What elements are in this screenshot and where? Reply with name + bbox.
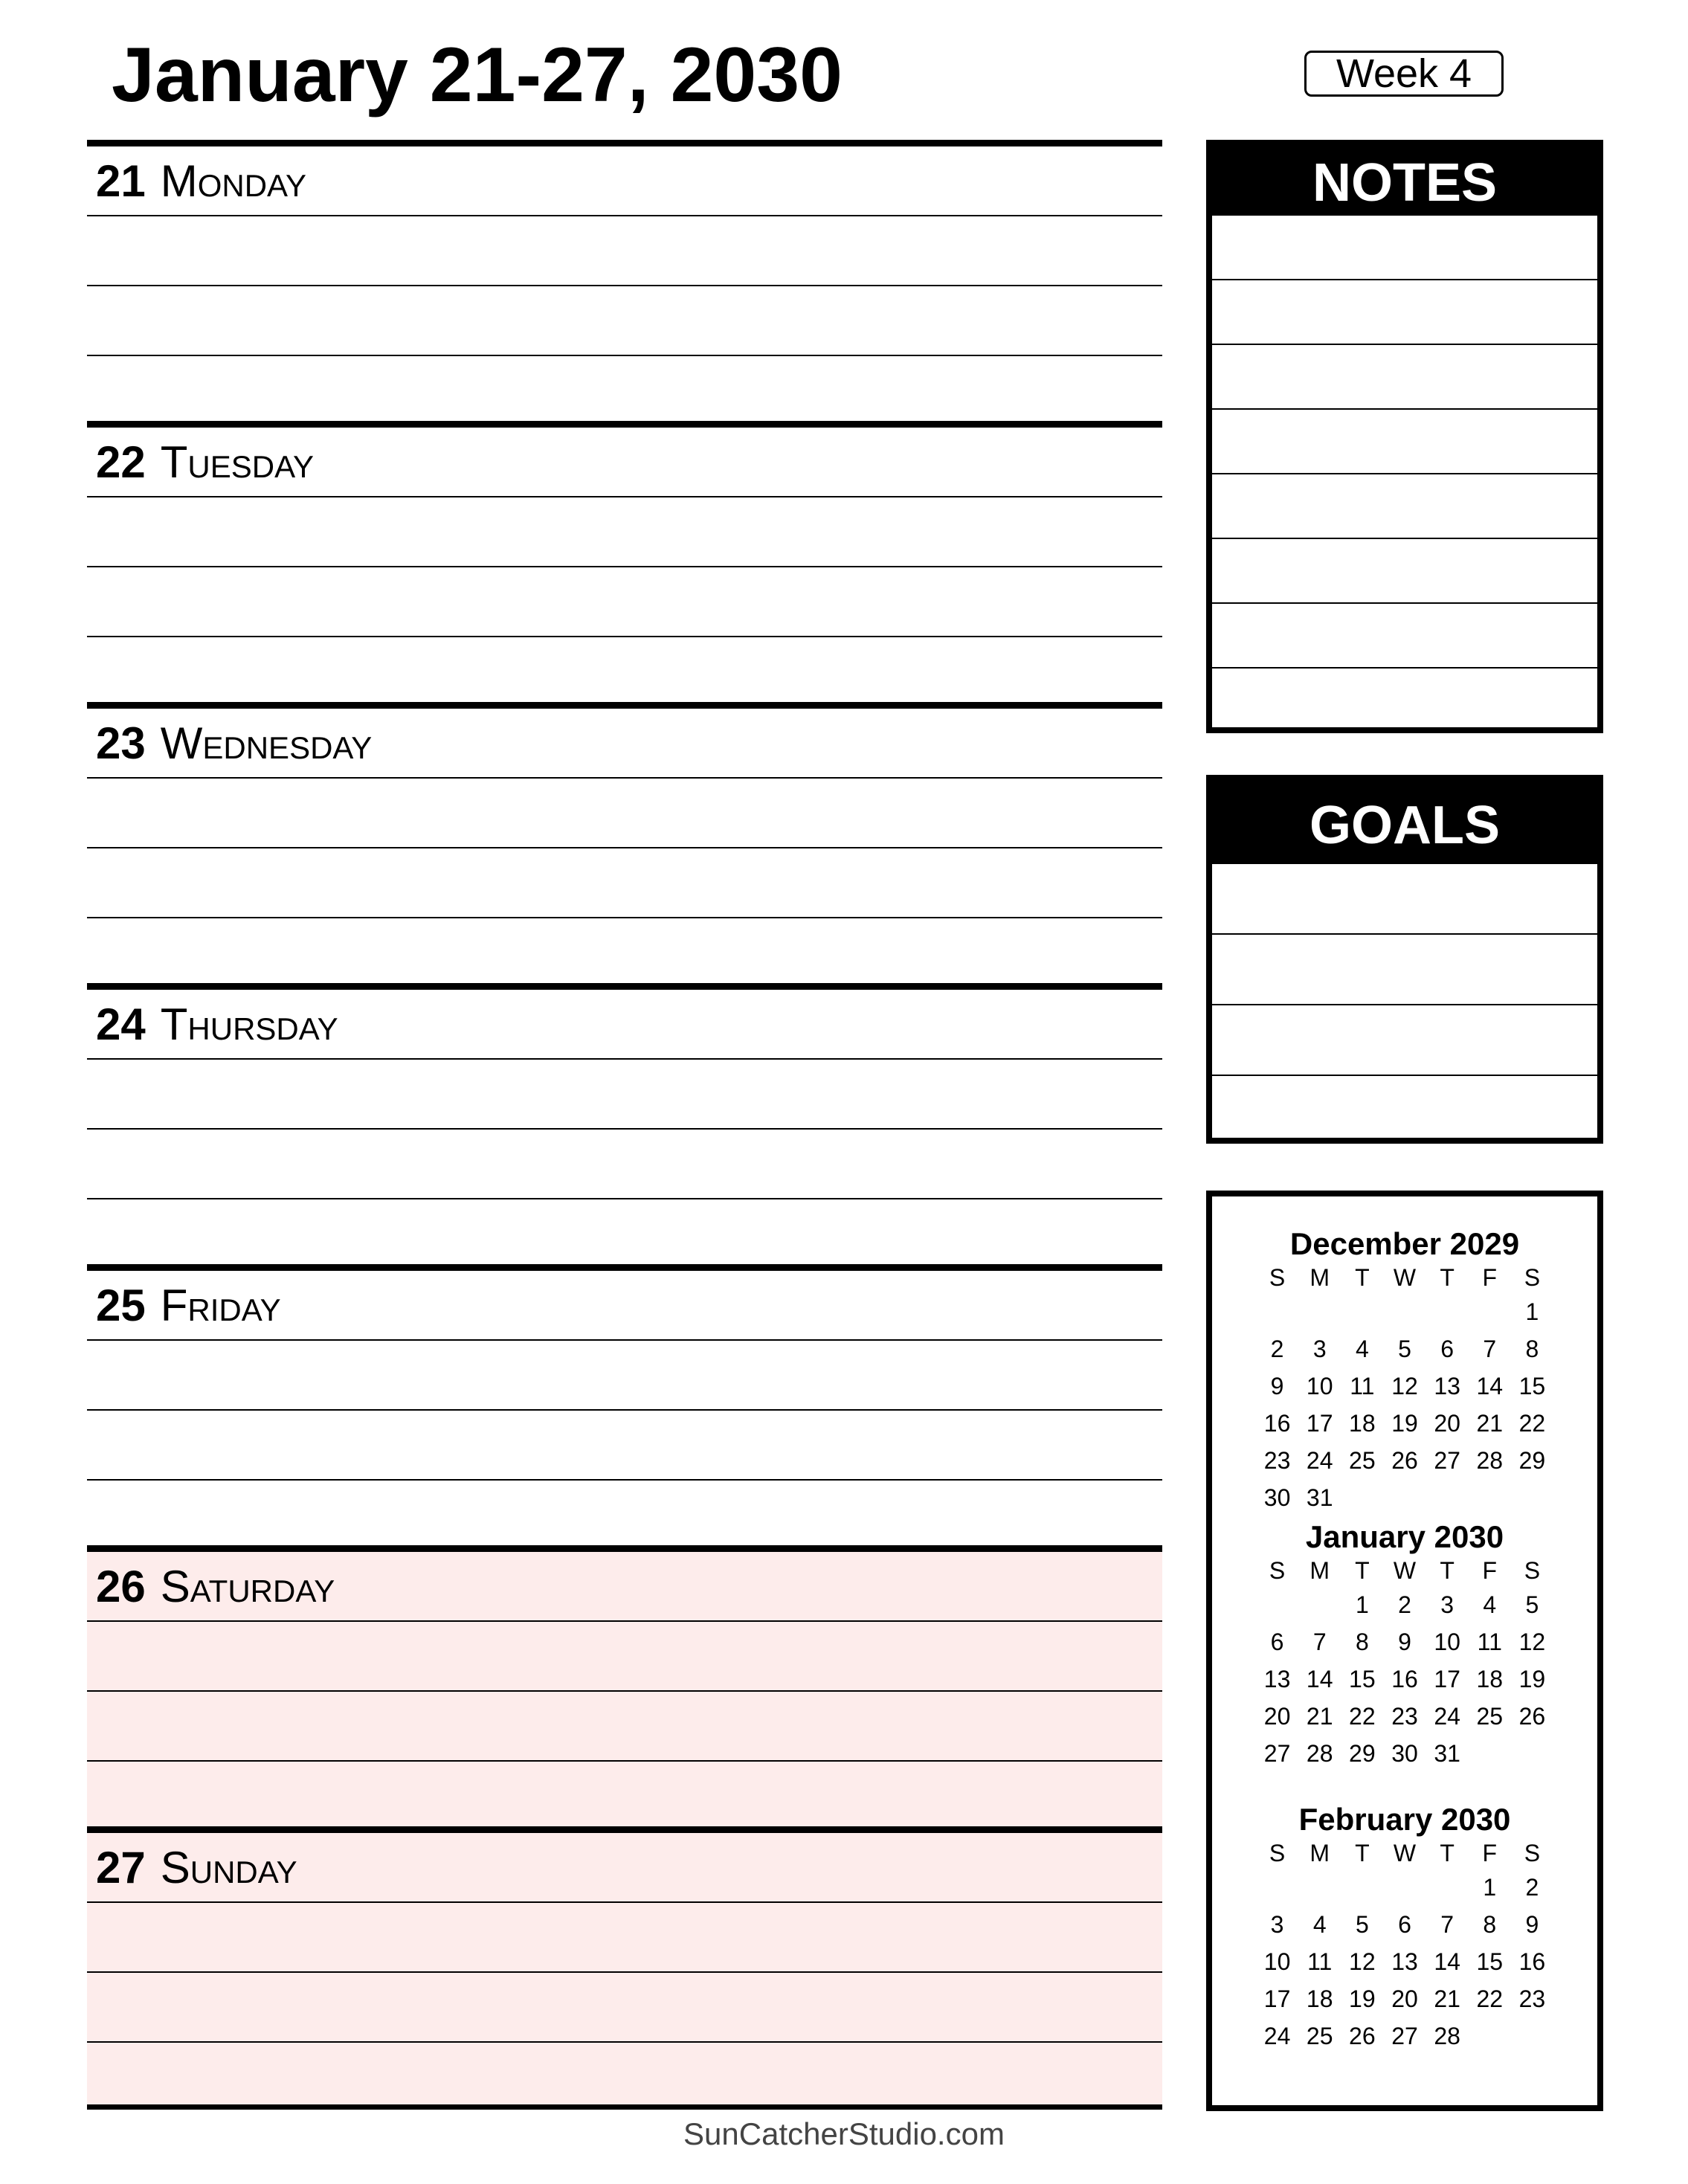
day-number: 27 (96, 1842, 146, 1893)
day-section (87, 1264, 1162, 1545)
day-header (87, 428, 1162, 497)
writing-line[interactable] (87, 497, 1162, 567)
calendar-day[interactable]: 20 (1391, 1985, 1418, 2012)
writing-line[interactable] (87, 848, 1162, 918)
weekday-label: F (1482, 1557, 1498, 1584)
writing-line[interactable] (87, 1692, 1162, 1762)
calendar-day (1341, 1293, 1383, 1330)
calendar-day[interactable]: 22 (1349, 1703, 1376, 1730)
day-number: 26 (96, 1561, 146, 1611)
mini-calendar-title: December 2029 (1289, 1226, 1520, 1261)
mini-calendar-title: February 2030 (1298, 1802, 1511, 1837)
calendar-day[interactable]: 25 (1349, 1447, 1376, 1474)
calendar-day[interactable]: 2 (1270, 1336, 1284, 1362)
day-header (87, 1833, 1162, 1903)
calendar-day[interactable]: 6 (1270, 1629, 1284, 1655)
calendar-day[interactable]: 4 (1483, 1591, 1497, 1618)
weekday-label: T (1440, 1557, 1455, 1584)
calendar-day[interactable]: 5 (1398, 1336, 1411, 1362)
weekday-label: M (1310, 1840, 1330, 1866)
day-header (87, 1271, 1162, 1341)
calendar-day[interactable]: 16 (1391, 1666, 1418, 1692)
calendar-day[interactable]: 10 (1263, 1948, 1291, 1975)
notes-heading: NOTES (1212, 146, 1597, 216)
calendar-day[interactable]: 21 (1476, 1410, 1504, 1437)
weekday-label: T (1355, 1264, 1370, 1291)
calendar-day[interactable]: 7 (1440, 1911, 1455, 1938)
mini-calendar (1256, 1802, 1553, 2055)
day-header (87, 1552, 1162, 1622)
weekday-label: S (1269, 1557, 1286, 1584)
writing-line[interactable] (87, 2043, 1162, 2113)
notes-line[interactable] (1212, 345, 1597, 410)
calendar-day[interactable]: 27 (1434, 1447, 1460, 1474)
calendar-day[interactable]: 1 (1525, 1298, 1539, 1325)
writing-line[interactable] (87, 356, 1162, 427)
writing-line[interactable] (87, 1903, 1162, 1973)
calendar-day (1256, 1869, 1298, 1906)
calendar-day (1383, 1479, 1426, 1516)
day-section (87, 983, 1162, 1264)
weekday-label: S (1524, 1264, 1541, 1291)
calendar-day[interactable]: 13 (1263, 1666, 1291, 1692)
writing-line[interactable] (87, 567, 1162, 637)
notes-line[interactable] (1212, 216, 1597, 280)
calendar-day[interactable]: 17 (1306, 1410, 1333, 1437)
day-header (87, 990, 1162, 1060)
notes-line[interactable] (1212, 669, 1597, 733)
calendar-day[interactable]: 9 (1270, 1373, 1284, 1399)
calendar-day (1426, 1293, 1469, 1330)
calendar-day[interactable]: 23 (1391, 1703, 1418, 1730)
writing-line[interactable] (87, 1973, 1162, 2043)
calendar-day[interactable]: 17 (1434, 1666, 1460, 1692)
writing-line[interactable] (87, 286, 1162, 356)
calendar-day[interactable]: 24 (1263, 2023, 1291, 2049)
day-name: Tuesday (160, 437, 314, 487)
mini-calendar-grid (1256, 1262, 1553, 1516)
day-number: 24 (96, 999, 146, 1049)
weekday-label: S (1269, 1264, 1286, 1291)
weekday-label: F (1482, 1840, 1498, 1866)
writing-line[interactable] (87, 637, 1162, 708)
calendar-day[interactable]: 14 (1434, 1948, 1460, 1975)
calendar-day (1256, 1293, 1298, 1330)
calendar-day[interactable]: 23 (1518, 1985, 1546, 2012)
calendar-day[interactable]: 24 (1434, 1703, 1460, 1730)
calendar-day[interactable]: 21 (1306, 1703, 1333, 1730)
weekday-label: W (1393, 1840, 1417, 1866)
calendar-day[interactable]: 28 (1434, 2023, 1460, 2049)
day-number: 25 (96, 1280, 146, 1330)
day-name: Wednesday (160, 718, 373, 768)
calendar-day (1298, 1586, 1341, 1623)
calendar-day (1426, 1479, 1469, 1516)
day-number: 21 (96, 155, 146, 206)
calendar-day[interactable]: 29 (1518, 1447, 1546, 1474)
calendar-day[interactable]: 27 (1391, 2023, 1418, 2049)
weekday-label: W (1393, 1557, 1417, 1584)
calendar-day (1426, 1869, 1469, 1906)
calendar-day[interactable]: 31 (1434, 1740, 1460, 1767)
calendar-day[interactable]: 23 (1263, 1447, 1291, 1474)
calendar-day[interactable]: 8 (1525, 1336, 1539, 1362)
calendar-day[interactable]: 11 (1350, 1373, 1375, 1399)
notes-line[interactable] (1212, 280, 1597, 345)
writing-line[interactable] (87, 1762, 1162, 1832)
calendar-day[interactable]: 2 (1525, 1874, 1539, 1901)
calendar-day[interactable]: 8 (1483, 1911, 1497, 1938)
goals-line[interactable] (1212, 1005, 1597, 1076)
mini-calendars (1206, 1191, 1603, 2111)
calendar-day[interactable]: 28 (1476, 1447, 1504, 1474)
calendar-day[interactable]: 4 (1312, 1911, 1327, 1938)
calendar-day[interactable]: 21 (1434, 1985, 1460, 2012)
day-section (87, 140, 1162, 421)
goals-line[interactable] (1212, 935, 1597, 1005)
calendar-day (1298, 1293, 1341, 1330)
calendar-day[interactable]: 10 (1434, 1629, 1460, 1655)
calendar-day[interactable]: 7 (1483, 1336, 1497, 1362)
calendar-day[interactable]: 13 (1434, 1373, 1460, 1399)
day-header (87, 146, 1162, 216)
calendar-day[interactable]: 11 (1477, 1629, 1502, 1655)
calendar-day[interactable]: 18 (1306, 1985, 1333, 2012)
day-name: Saturday (160, 1561, 335, 1611)
calendar-day[interactable]: 7 (1312, 1629, 1327, 1655)
calendar-day[interactable]: 6 (1398, 1911, 1411, 1938)
weekday-label: F (1482, 1264, 1498, 1291)
calendar-day[interactable]: 26 (1518, 1703, 1546, 1730)
calendar-day (1469, 2017, 1511, 2055)
calendar-day[interactable]: 1 (1483, 1874, 1497, 1901)
writing-line[interactable] (87, 1622, 1162, 1692)
day-name: Friday (160, 1280, 281, 1330)
calendar-day (1298, 1869, 1341, 1906)
mini-calendar-title: January 2030 (1305, 1519, 1504, 1554)
day-number: 23 (96, 718, 146, 768)
calendar-day[interactable]: 22 (1476, 1985, 1504, 2012)
calendar-day[interactable]: 18 (1476, 1666, 1504, 1692)
calendar-day[interactable]: 19 (1349, 1985, 1376, 2012)
calendar-day (1469, 1293, 1511, 1330)
calendar-day (1383, 1869, 1426, 1906)
footer-credit: SunCatcherStudio.com (683, 2116, 1005, 2151)
calendar-day (1511, 1479, 1553, 1516)
calendar-day (1511, 1735, 1553, 1772)
calendar-day[interactable]: 28 (1306, 1740, 1333, 1767)
weekday-label: S (1269, 1840, 1286, 1866)
goals-heading: GOALS (1212, 781, 1597, 864)
calendar-day[interactable]: 3 (1440, 1591, 1455, 1618)
calendar-day[interactable]: 31 (1306, 1484, 1333, 1511)
calendar-day[interactable]: 3 (1312, 1336, 1327, 1362)
calendar-day[interactable]: 29 (1349, 1740, 1376, 1767)
weekday-label: M (1310, 1557, 1330, 1584)
weekday-label: T (1440, 1264, 1455, 1291)
notes-line[interactable] (1212, 410, 1597, 474)
calendar-day[interactable]: 20 (1263, 1703, 1291, 1730)
calendar-day[interactable]: 26 (1349, 2023, 1376, 2049)
calendar-day[interactable]: 15 (1476, 1948, 1504, 1975)
calendar-day[interactable]: 30 (1263, 1484, 1291, 1511)
calendar-day[interactable]: 14 (1306, 1666, 1333, 1692)
day-section (87, 1545, 1162, 1826)
day-name: Monday (160, 155, 306, 206)
day-name: Thursday (160, 999, 338, 1049)
calendar-day[interactable]: 12 (1518, 1629, 1546, 1655)
calendar-day[interactable]: 5 (1525, 1591, 1539, 1618)
calendar-day[interactable]: 13 (1391, 1948, 1418, 1975)
calendar-day[interactable]: 8 (1355, 1629, 1369, 1655)
calendar-day[interactable]: 15 (1349, 1666, 1376, 1692)
notes-line[interactable] (1212, 539, 1597, 604)
calendar-day[interactable]: 30 (1391, 1740, 1418, 1767)
calendar-day[interactable]: 9 (1398, 1629, 1411, 1655)
calendar-day (1469, 1735, 1511, 1772)
day-name: Sunday (160, 1842, 297, 1893)
calendar-day[interactable]: 9 (1525, 1911, 1539, 1938)
weekday-label: W (1393, 1264, 1417, 1291)
calendar-day (1383, 1293, 1426, 1330)
calendar-day (1469, 1479, 1511, 1516)
writing-line[interactable] (87, 1130, 1162, 1199)
writing-line[interactable] (87, 1341, 1162, 1411)
notes-line[interactable] (1212, 474, 1597, 539)
weekday-label: S (1524, 1557, 1541, 1584)
calendar-day[interactable]: 22 (1518, 1410, 1546, 1437)
calendar-day (1256, 1586, 1298, 1623)
calendar-day[interactable]: 5 (1355, 1911, 1369, 1938)
writing-line[interactable] (87, 1481, 1162, 1551)
weekday-label: S (1524, 1840, 1541, 1866)
mini-calendar (1256, 1226, 1553, 1516)
calendar-day[interactable]: 24 (1306, 1447, 1333, 1474)
calendar-day[interactable]: 16 (1518, 1948, 1546, 1975)
calendar-day[interactable]: 1 (1355, 1591, 1369, 1618)
calendar-day[interactable]: 19 (1391, 1410, 1418, 1437)
calendar-day[interactable]: 2 (1398, 1591, 1411, 1618)
notes-line[interactable] (1212, 604, 1597, 669)
calendar-day[interactable]: 25 (1306, 2023, 1333, 2049)
mini-calendar-grid (1256, 1555, 1553, 1772)
mini-calendar (1256, 1519, 1553, 1772)
calendar-day[interactable]: 16 (1263, 1410, 1291, 1437)
notes-box (1206, 140, 1603, 733)
writing-line[interactable] (87, 1060, 1162, 1130)
goals-line[interactable] (1212, 864, 1597, 935)
day-section (87, 421, 1162, 702)
goals-box (1206, 775, 1603, 1144)
writing-line[interactable] (87, 216, 1162, 286)
calendar-day[interactable]: 3 (1270, 1911, 1284, 1938)
calendar-day[interactable]: 25 (1476, 1703, 1504, 1730)
calendar-day[interactable]: 6 (1440, 1336, 1455, 1362)
calendar-day[interactable]: 14 (1476, 1373, 1504, 1399)
day-header (87, 709, 1162, 779)
week-badge: Week 4 (1304, 51, 1504, 97)
calendar-day[interactable]: 27 (1263, 1740, 1291, 1767)
calendar-day[interactable]: 17 (1263, 1985, 1291, 2012)
calendar-day (1341, 1479, 1383, 1516)
calendar-day[interactable]: 20 (1434, 1410, 1460, 1437)
day-number: 22 (96, 437, 146, 487)
day-list (87, 140, 1162, 2107)
calendar-day[interactable]: 12 (1349, 1948, 1376, 1975)
weekday-label: T (1355, 1840, 1370, 1866)
goals-line[interactable] (1212, 1076, 1597, 1147)
calendar-day (1511, 2017, 1553, 2055)
weekday-label: T (1440, 1840, 1455, 1866)
calendar-day[interactable]: 10 (1306, 1373, 1333, 1399)
calendar-day[interactable]: 26 (1391, 1447, 1418, 1474)
mini-calendar-grid (1256, 1837, 1553, 2055)
day-section (87, 1826, 1162, 2107)
calendar-day[interactable]: 15 (1518, 1373, 1546, 1399)
days-bottom-rule (87, 2104, 1162, 2110)
page-title: January 21-27, 2030 (112, 32, 843, 118)
weekday-label: M (1310, 1264, 1330, 1291)
calendar-day (1341, 1869, 1383, 1906)
day-section (87, 702, 1162, 983)
calendar-day[interactable]: 11 (1307, 1948, 1333, 1975)
writing-line[interactable] (87, 1411, 1162, 1481)
writing-line[interactable] (87, 1199, 1162, 1270)
calendar-day[interactable]: 4 (1355, 1336, 1369, 1362)
calendar-day[interactable]: 19 (1518, 1666, 1546, 1692)
writing-line[interactable] (87, 779, 1162, 848)
writing-line[interactable] (87, 918, 1162, 989)
calendar-day[interactable]: 12 (1391, 1373, 1418, 1399)
calendar-day[interactable]: 18 (1349, 1410, 1376, 1437)
weekday-label: T (1355, 1557, 1370, 1584)
